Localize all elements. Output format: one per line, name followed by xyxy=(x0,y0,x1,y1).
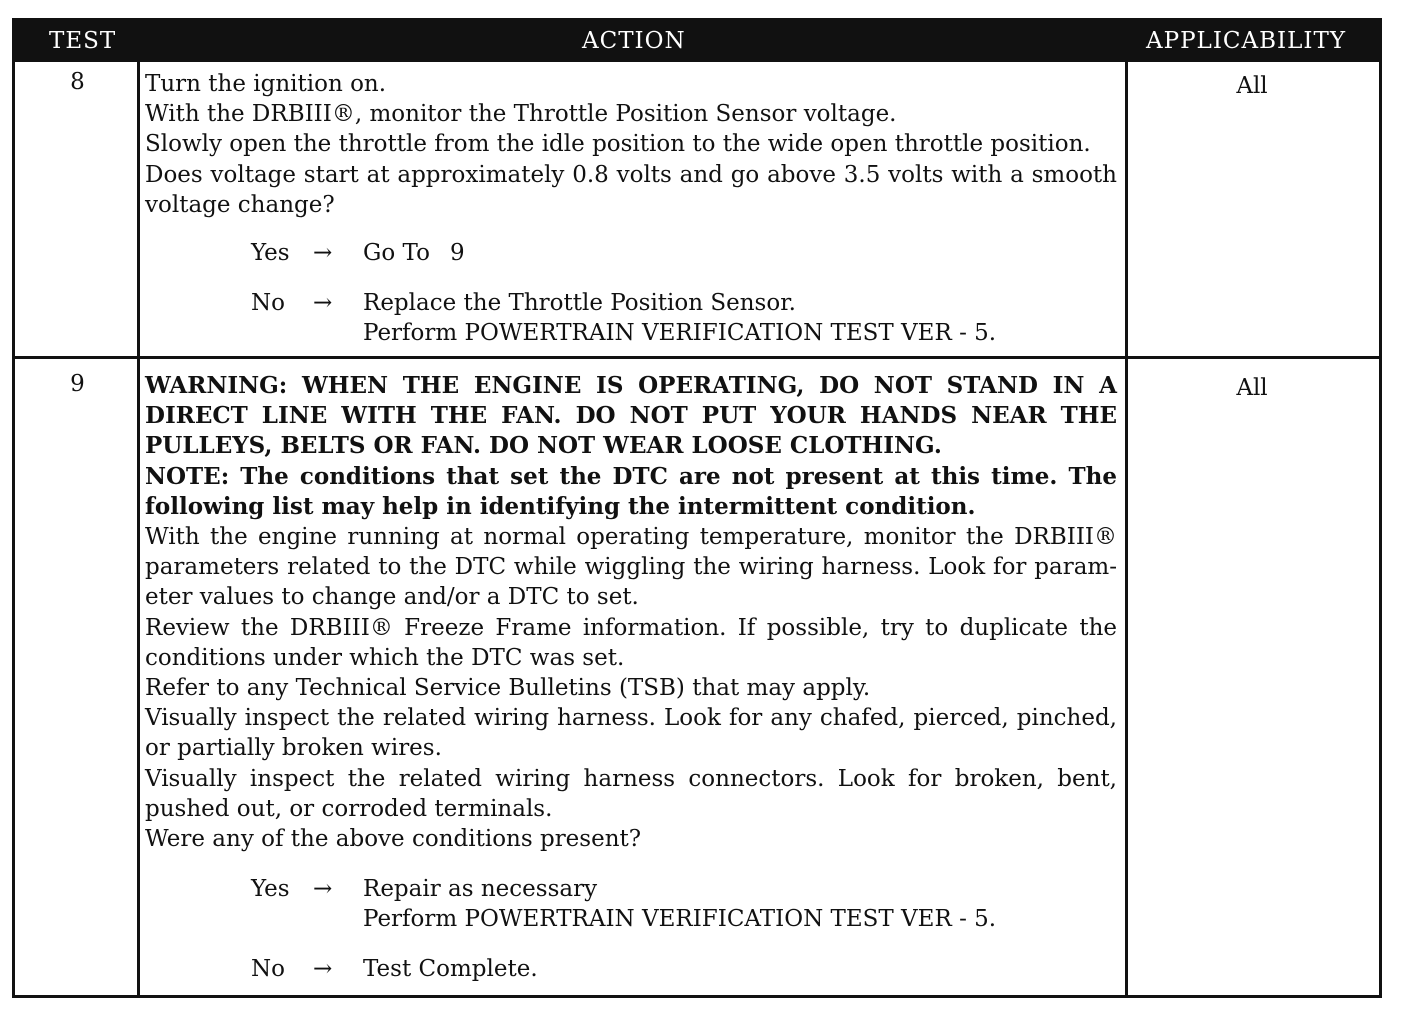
yes-action: Repair as necessary xyxy=(363,876,598,903)
note-text: NOTE: The conditions that set the DTC are not present at this time. The following list may help in identifying the intermittent condition. xyxy=(145,462,1117,520)
step-text: Turn the ignition on. xyxy=(145,71,387,97)
header-test: TEST xyxy=(49,28,117,54)
step-text: Slowly open the throttle from the idle position to the wide open throttle position. xyxy=(145,131,1091,158)
test-number-8: 8 xyxy=(70,69,85,95)
arrow-icon: → xyxy=(313,290,333,317)
step-text: With the DRBIII®, monitor the Throttle Position Sensor voltage. xyxy=(145,101,897,128)
yes-option xyxy=(145,874,1117,904)
no-option xyxy=(145,954,1117,984)
header-applicability: APPLICABILITY xyxy=(1146,28,1346,54)
step-text: With the engine running at normal operating temperature, monitor the DRBIII® parameters related to the DTC while wiggling the wiring harness. Look for param- eter values to change and/or a DTC to set. xyxy=(145,524,1117,611)
step-text: Visually inspect the related wiring harness connectors. Look for broken, bent, pushed out, or corroded terminals. xyxy=(145,765,1117,822)
step-text: Visually inspect the related wiring harness. Look for any chafed, pierced, pinched, or partially broken wires. xyxy=(145,705,1117,762)
applicability-8: All xyxy=(1236,73,1268,99)
row-divider xyxy=(15,356,1379,359)
column-divider-applicability xyxy=(1125,62,1128,995)
no-action-verification: Perform POWERTRAIN VERIFICATION TEST VER - 5. xyxy=(363,320,997,347)
step-text: Were any of the above conditions present? xyxy=(145,826,642,853)
header-action: ACTION xyxy=(582,28,686,54)
yes-action-verification: Perform POWERTRAIN VERIFICATION TEST VER - 5. xyxy=(363,906,997,933)
no-action: Test Complete. xyxy=(363,956,538,983)
no-option xyxy=(145,288,1117,318)
yes-label: Yes xyxy=(251,876,290,903)
arrow-icon: → xyxy=(313,240,333,267)
yes-action: Go To xyxy=(363,240,430,267)
goto-step-number: 9 xyxy=(449,240,465,267)
action-cell-9 xyxy=(145,371,1117,984)
step-text: Refer to any Technical Service Bulletins (TSB) that may apply. xyxy=(145,675,871,702)
test-number-9: 9 xyxy=(70,371,85,397)
arrow-icon: → xyxy=(313,876,333,903)
no-action: Replace the Throttle Position Sensor. xyxy=(363,290,796,317)
yes-option xyxy=(145,238,1117,268)
step-text: Does voltage start at approximately 0.8 volts and go above 3.5 volts with a smooth voltage change? xyxy=(145,161,1117,218)
table-header xyxy=(15,21,1379,62)
no-label: No xyxy=(251,956,285,983)
step-text: Review the DRBIII® Freeze Frame information. If possible, try to duplicate the conditions under which the DTC was set. xyxy=(145,614,1117,671)
arrow-icon: → xyxy=(313,956,333,983)
applicability-9: All xyxy=(1236,375,1268,401)
diagnostic-test-table xyxy=(12,18,1382,998)
warning-text: WARNING: WHEN THE ENGINE IS OPERATING, DO NOT STAND IN A DIRECT LINE WITH THE FAN. DO NOT PUT YOUR HANDS NEAR THE PULLEYS, BELTS OR FAN. DO NOT WEAR LOOSE CLOTHING. xyxy=(145,372,1117,460)
column-divider-test xyxy=(137,62,140,995)
no-label: No xyxy=(251,290,285,317)
action-cell-8 xyxy=(145,69,1117,348)
yes-label: Yes xyxy=(251,240,290,267)
